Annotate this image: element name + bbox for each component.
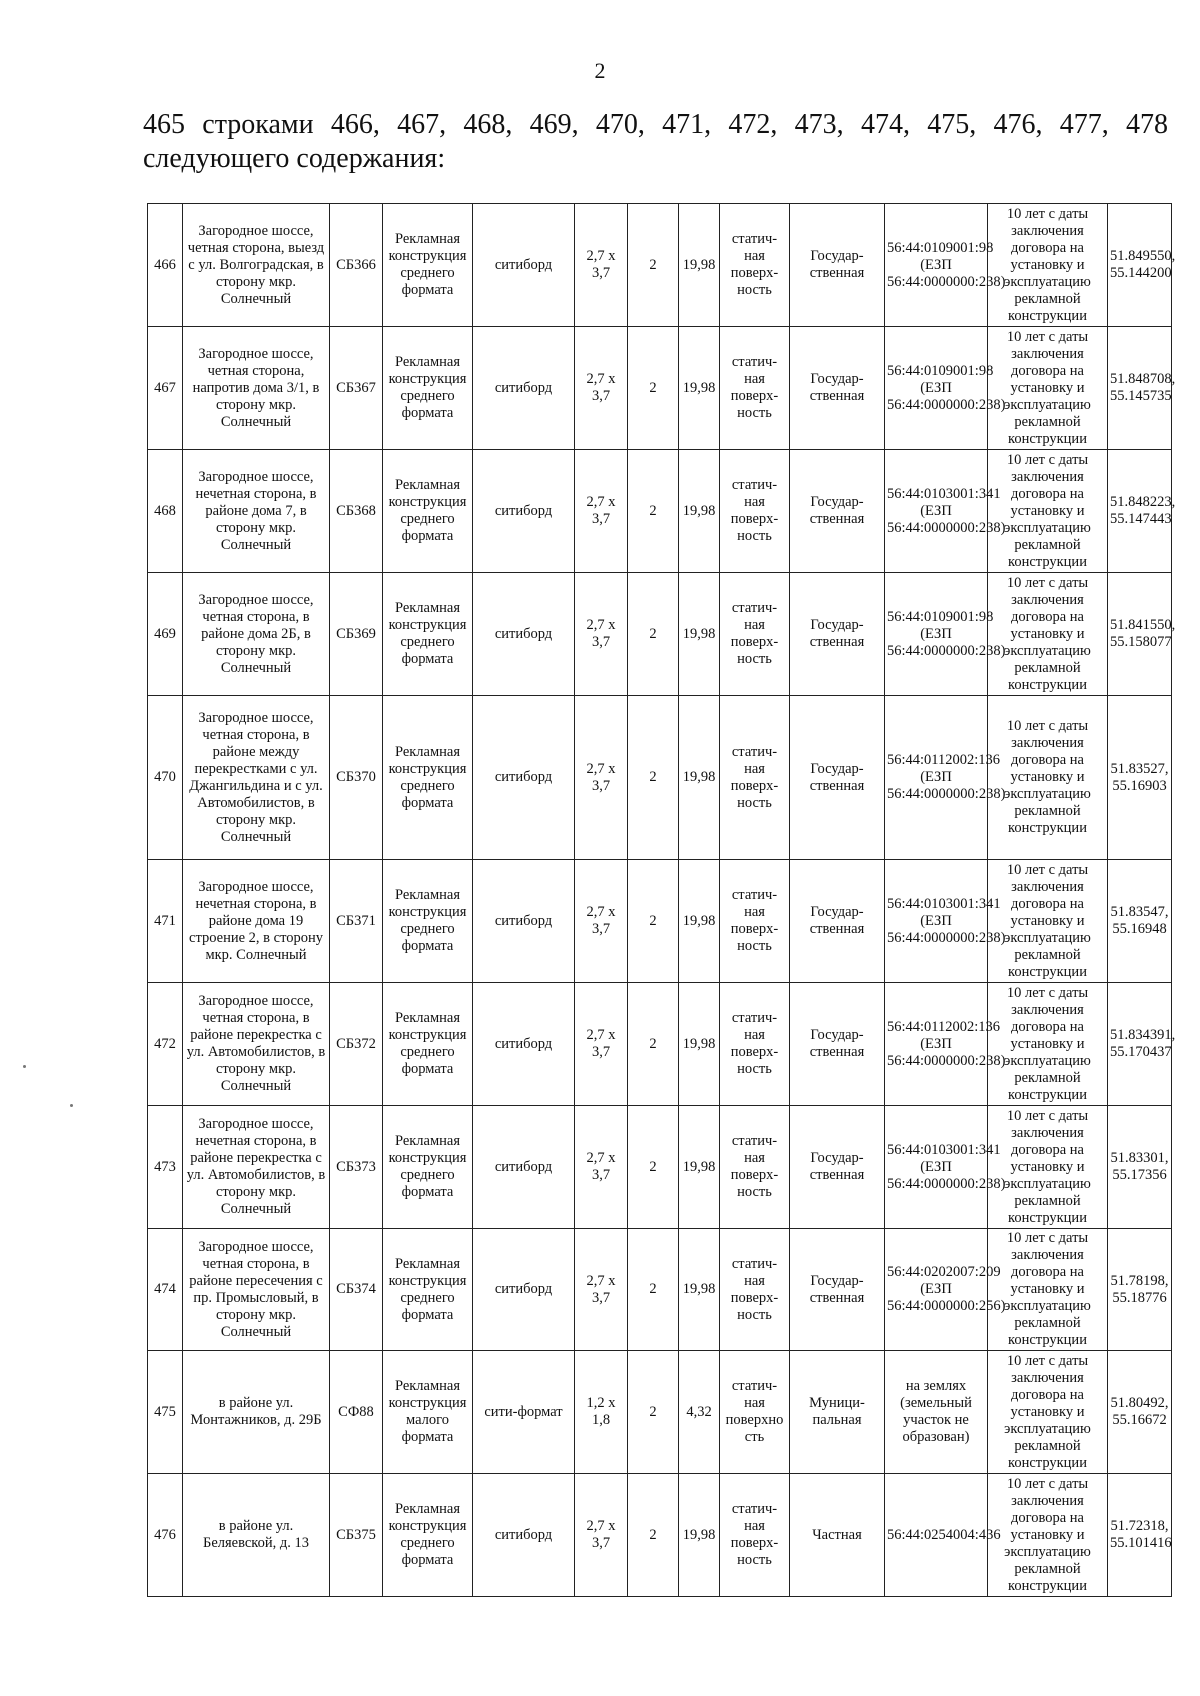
ownership-cell: Государ-ственная [790,696,885,860]
cadastral-cell: на землях (земельный участок не образован) [885,1351,988,1474]
page-number: 2 [594,58,606,83]
address-cell: Загородное шоссе, четная сторона, в районе между перекрестками с ул. Джангильдина и с ул. Автомобилистов, в сторону мкр. Солнечный [183,696,330,860]
structure-kind-cell: Рекламная конструкция среднего формата [383,696,473,860]
coordinates-cell: 51.80492, 55.16672 [1108,1351,1172,1474]
address-cell: Загородное шоссе, нечетная сторона, в районе дома 19 строение 2, в сторону мкр. Солнечный [183,860,330,983]
row-number: 466 [148,204,183,327]
structure-type-cell: ситиборд [473,573,575,696]
table-row [148,1474,1172,1597]
sides-cell: 2 [628,1106,679,1229]
sides-cell: 2 [628,1351,679,1474]
size-cell: 2,7 х 3,7 [575,450,628,573]
area-cell: 19,98 [679,1229,720,1351]
coordinates-cell: 51.848223, 55.147443 [1108,450,1172,573]
area-cell: 19,98 [679,1106,720,1229]
structure-type-cell: ситиборд [473,1229,575,1351]
structure-type-cell: ситиборд [473,860,575,983]
cadastral-cell: 56:44:0103001:341 (ЕЗП 56:44:0000000:238) [885,450,988,573]
row-number: 473 [148,1106,183,1229]
display-method-cell: статич-ная поверх-ность [720,1229,790,1351]
code-cell: СБ370 [330,696,383,860]
size-cell: 2,7 х 3,7 [575,327,628,450]
row-number: 469 [148,573,183,696]
ownership-cell: Государ-ственная [790,1106,885,1229]
term-cell: 10 лет с даты заключения договора на установку и эксплуатацию рекламной конструкции [988,204,1108,327]
term-cell: 10 лет с даты заключения договора на установку и эксплуатацию рекламной конструкции [988,983,1108,1106]
cadastral-cell: 56:44:0109001:98 (ЕЗП 56:44:0000000:238) [885,327,988,450]
coordinates-cell: 51.83547, 55.16948 [1108,860,1172,983]
size-cell: 2,7 х 3,7 [575,1106,628,1229]
address-cell: в районе ул. Монтажников, д. 29Б [183,1351,330,1474]
sides-cell: 2 [628,204,679,327]
cadastral-cell: 56:44:0112002:136 (ЕЗП 56:44:0000000:238) [885,696,988,860]
display-method-cell: статич-ная поверх-ность [720,327,790,450]
scan-speck [23,1065,26,1068]
structure-kind-cell: Рекламная конструкция малого формата [383,1351,473,1474]
row-number: 468 [148,450,183,573]
display-method-cell: статич-ная поверх-ность [720,573,790,696]
term-cell: 10 лет с даты заключения договора на установку и эксплуатацию рекламной конструкции [988,1106,1108,1229]
area-cell: 19,98 [679,1474,720,1597]
address-cell: Загородное шоссе, четная сторона, выезд с ул. Волгоградская, в сторону мкр. Солнечный [183,204,330,327]
address-cell: Загородное шоссе, нечетная сторона, в районе дома 7, в сторону мкр. Солнечный [183,450,330,573]
address-cell: Загородное шоссе, четная сторона, в районе перекрестка с ул. Автомобилистов, в сторону мкр. Солнечный [183,983,330,1106]
table-row [148,860,1172,983]
table-row [148,573,1172,696]
code-cell: СБ367 [330,327,383,450]
row-number: 475 [148,1351,183,1474]
coordinates-cell: 51.849550, 55.144200 [1108,204,1172,327]
area-cell: 19,98 [679,696,720,860]
code-cell: СБ373 [330,1106,383,1229]
display-method-cell: статич-ная поверх-ность [720,450,790,573]
cadastral-cell: 56:44:0109001:98 (ЕЗП 56:44:0000000:238) [885,204,988,327]
coordinates-cell: 51.83527, 55.16903 [1108,696,1172,860]
size-cell: 2,7 х 3,7 [575,983,628,1106]
cadastral-cell: 56:44:0202007:209 (ЕЗП 56:44:0000000:256) [885,1229,988,1351]
structure-kind-cell: Рекламная конструкция среднего формата [383,1474,473,1597]
ownership-cell: Государ-ственная [790,573,885,696]
table-row [148,204,1172,327]
display-method-cell: статич-ная поверх-ность [720,204,790,327]
cadastral-cell: 56:44:0112002:136 (ЕЗП 56:44:0000000:238) [885,983,988,1106]
ownership-cell: Частная [790,1474,885,1597]
area-cell: 19,98 [679,983,720,1106]
scan-speck [70,1104,73,1107]
coordinates-cell: 51.848708, 55.145735 [1108,327,1172,450]
term-cell: 10 лет с даты заключения договора на установку и эксплуатацию рекламной конструкции [988,1474,1108,1597]
table-row [148,1106,1172,1229]
table-row [148,696,1172,860]
area-cell: 19,98 [679,327,720,450]
sides-cell: 2 [628,696,679,860]
advertising-structures-table [147,203,1176,1597]
address-cell: Загородное шоссе, четная сторона, в районе пересечения с пр. Промысловый, в сторону мкр. Солнечный [183,1229,330,1351]
size-cell: 2,7 х 3,7 [575,573,628,696]
structure-type-cell: ситиборд [473,1106,575,1229]
structure-type-cell: ситиборд [473,1474,575,1597]
display-method-cell: статич-ная поверх-ность [720,696,790,860]
address-cell: в районе ул. Беляевской, д. 13 [183,1474,330,1597]
row-number: 476 [148,1474,183,1597]
sides-cell: 2 [628,450,679,573]
area-cell: 19,98 [679,204,720,327]
size-cell: 2,7 х 3,7 [575,1474,628,1597]
structure-kind-cell: Рекламная конструкция среднего формата [383,983,473,1106]
sides-cell: 2 [628,573,679,696]
term-cell: 10 лет с даты заключения договора на установку и эксплуатацию рекламной конструкции [988,860,1108,983]
row-number: 471 [148,860,183,983]
structure-type-cell: ситиборд [473,450,575,573]
ownership-cell: Государ-ственная [790,204,885,327]
ownership-cell: Государ-ственная [790,860,885,983]
display-method-cell: статич-ная поверх-ность [720,1474,790,1597]
coordinates-cell: 51.72318, 55.101416 [1108,1474,1172,1597]
structure-kind-cell: Рекламная конструкция среднего формата [383,204,473,327]
structure-type-cell: ситиборд [473,983,575,1106]
display-method-cell: статич-ная поверх-ность [720,1106,790,1229]
area-cell: 4,32 [679,1351,720,1474]
coordinates-cell: 51.834391, 55.170437 [1108,983,1172,1106]
display-method-cell: статич-ная поверхно сть [720,1351,790,1474]
ownership-cell: Государ-ственная [790,1229,885,1351]
coordinates-cell: 51.83301, 55.17356 [1108,1106,1172,1229]
intro-line-1: 465 строками 466, 467, 468, 469, 470, 471, 472, 473, 474, 475, 476, 477, 478 [143,109,1168,140]
ownership-cell: Государ-ственная [790,983,885,1106]
row-number: 467 [148,327,183,450]
sides-cell: 2 [628,327,679,450]
area-cell: 19,98 [679,450,720,573]
table-row [148,450,1172,573]
size-cell: 2,7 х 3,7 [575,860,628,983]
row-number: 474 [148,1229,183,1351]
coordinates-cell: 51.78198, 55.18776 [1108,1229,1172,1351]
structure-kind-cell: Рекламная конструкция среднего формата [383,450,473,573]
row-number: 472 [148,983,183,1106]
row-number: 470 [148,696,183,860]
cadastral-cell: 56:44:0109001:98 (ЕЗП 56:44:0000000:238) [885,573,988,696]
structure-type-cell: ситиборд [473,696,575,860]
table-row [148,983,1172,1106]
structure-kind-cell: Рекламная конструкция среднего формата [383,327,473,450]
term-cell: 10 лет с даты заключения договора на установку и эксплуатацию рекламной конструкции [988,327,1108,450]
sides-cell: 2 [628,1474,679,1597]
table-row [148,327,1172,450]
code-cell: СБ372 [330,983,383,1106]
cadastral-cell: 56:44:0254004:436 [885,1474,988,1597]
coordinates-cell: 51.841550, 55.158077 [1108,573,1172,696]
structure-type-cell: сити-формат [473,1351,575,1474]
intro-line-2: следующего содержания: [143,143,446,174]
term-cell: 10 лет с даты заключения договора на установку и эксплуатацию рекламной конструкции [988,1229,1108,1351]
area-cell: 19,98 [679,573,720,696]
term-cell: 10 лет с даты заключения договора на установку и эксплуатацию рекламной конструкции [988,1351,1108,1474]
size-cell: 1,2 х 1,8 [575,1351,628,1474]
cadastral-cell: 56:44:0103001:341 (ЕЗП 56:44:0000000:238) [885,860,988,983]
table-row [148,1351,1172,1474]
ownership-cell: Муници-пальная [790,1351,885,1474]
term-cell: 10 лет с даты заключения договора на установку и эксплуатацию рекламной конструкции [988,573,1108,696]
code-cell: СБ368 [330,450,383,573]
term-cell: 10 лет с даты заключения договора на установку и эксплуатацию рекламной конструкции [988,696,1108,860]
structure-type-cell: ситиборд [473,327,575,450]
structure-kind-cell: Рекламная конструкция среднего формата [383,573,473,696]
address-cell: Загородное шоссе, четная сторона, в районе дома 2Б, в сторону мкр. Солнечный [183,573,330,696]
structure-kind-cell: Рекламная конструкция среднего формата [383,1229,473,1351]
ownership-cell: Государ-ственная [790,327,885,450]
size-cell: 2,7 х 3,7 [575,204,628,327]
table-row [148,1229,1172,1351]
sides-cell: 2 [628,1229,679,1351]
structure-kind-cell: Рекламная конструкция среднего формата [383,860,473,983]
intro-text [143,108,1168,176]
code-cell: СБ369 [330,573,383,696]
structure-kind-cell: Рекламная конструкция среднего формата [383,1106,473,1229]
structure-type-cell: ситиборд [473,204,575,327]
code-cell: СБ371 [330,860,383,983]
address-cell: Загородное шоссе, четная сторона, напротив дома 3/1, в сторону мкр. Солнечный [183,327,330,450]
code-cell: СФ88 [330,1351,383,1474]
sides-cell: 2 [628,860,679,983]
code-cell: СБ374 [330,1229,383,1351]
area-cell: 19,98 [679,860,720,983]
address-cell: Загородное шоссе, нечетная сторона, в районе перекрестка с ул. Автомобилистов, в сторону мкр. Солнечный [183,1106,330,1229]
ownership-cell: Государ-ственная [790,450,885,573]
size-cell: 2,7 х 3,7 [575,696,628,860]
sides-cell: 2 [628,983,679,1106]
code-cell: СБ366 [330,204,383,327]
cadastral-cell: 56:44:0103001:341 (ЕЗП 56:44:0000000:238) [885,1106,988,1229]
display-method-cell: статич-ная поверх-ность [720,860,790,983]
code-cell: СБ375 [330,1474,383,1597]
size-cell: 2,7 х 3,7 [575,1229,628,1351]
display-method-cell: статич-ная поверх-ность [720,983,790,1106]
term-cell: 10 лет с даты заключения договора на установку и эксплуатацию рекламной конструкции [988,450,1108,573]
